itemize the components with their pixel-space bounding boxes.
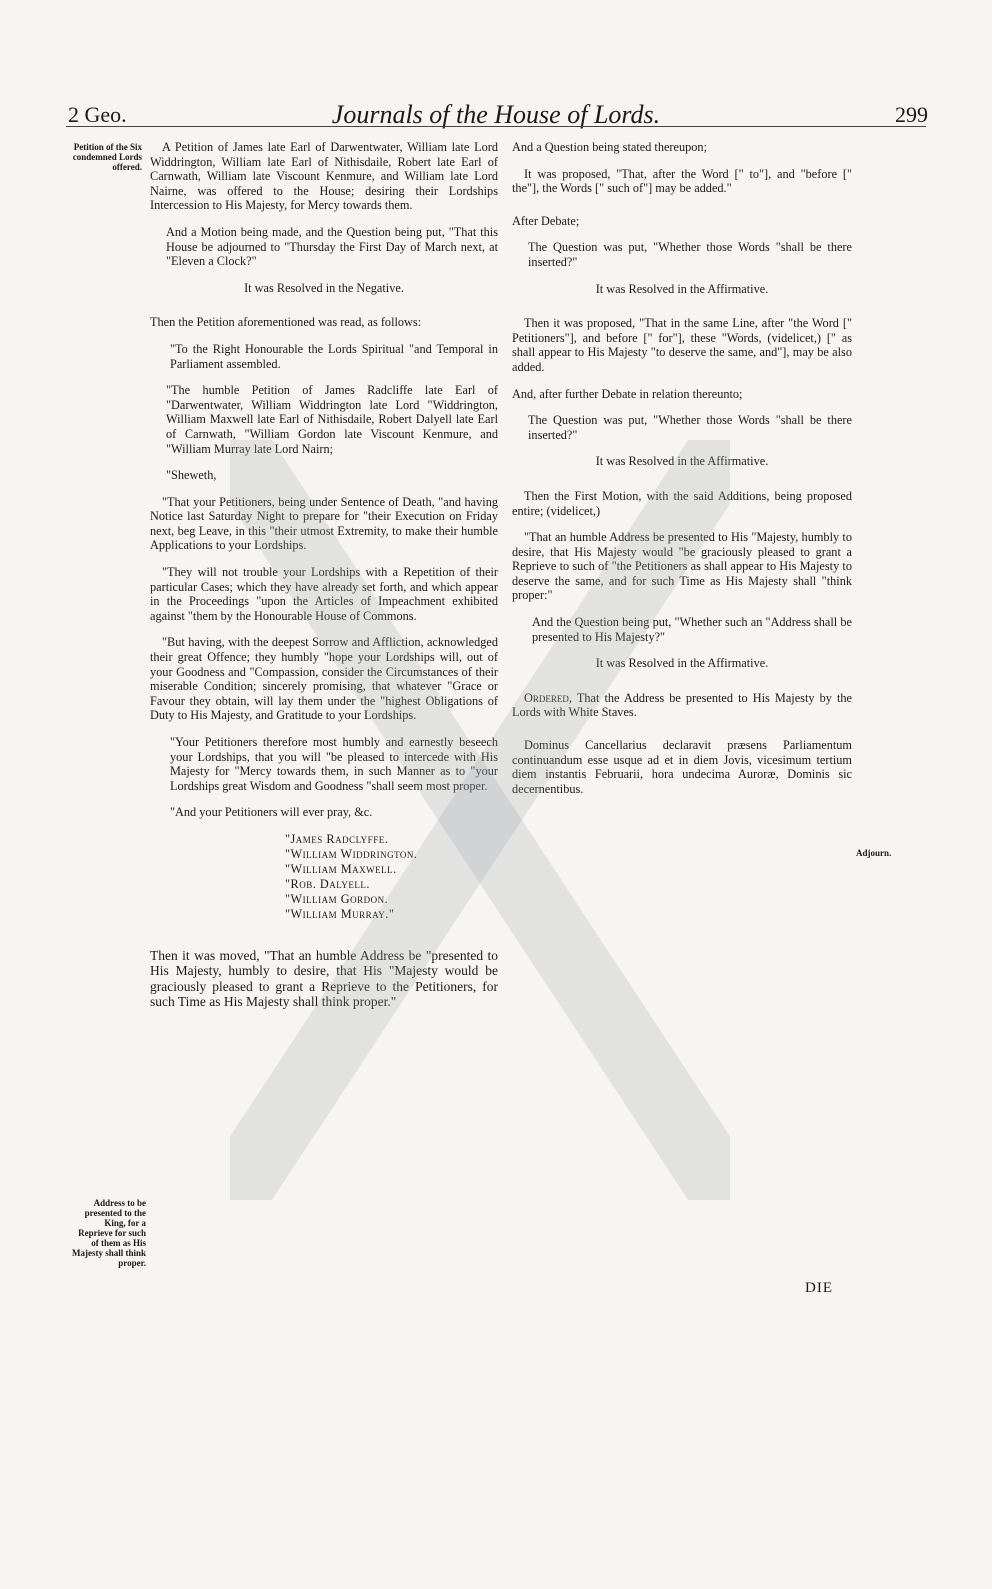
- signature: "William Maxwell.: [285, 861, 397, 876]
- header-title: Journals of the House of Lords.: [331, 100, 661, 129]
- signature: "Rob. Dalyell.: [285, 876, 370, 891]
- page-number: 299: [895, 102, 928, 127]
- order-paragraph: [512, 691, 852, 720]
- petition-para-2: "They will not trouble your Lordships with a Repetition of their particular Cases; which they have already set forth, and which appear in the Proceedings "upon the Articles of Impeachment exhibited against "them by the Honourable House of Commons.: [150, 565, 498, 623]
- signature: "James Radclyffe.: [285, 831, 389, 846]
- signature: "William Widdrington.: [285, 846, 418, 861]
- resolved-1: It was Resolved in the Affirmative.: [595, 281, 769, 296]
- address-text: "That an humble Address be presented to His "Majesty, humbly to desire, that His Majesty would "be graciously pleased to grant a Reprieve to such of "the Petitioners as shall appear to His Majesty to deserve the same, and for such Time as His Majesty shall "think proper:": [512, 530, 852, 603]
- question-2: The Question was put, "Whether those Words "shall be there inserted?": [528, 413, 852, 442]
- resolved-3: It was Resolved in the Affirmative.: [595, 656, 769, 671]
- margin-note-adjourn: Adjourn.: [856, 848, 892, 858]
- ordered-word: Ordered,: [524, 690, 572, 705]
- proposal-1: It was proposed, "That, after the Word [" to"], and "before [" the"], the Words [" such of"] may be added.": [512, 166, 852, 196]
- after-debate: After Debate;: [512, 213, 580, 228]
- petition-para-4: "Your Petitioners therefore most humbly and earnestly beseech your Lordships, that you will "be pleased to intercede with His Majesty for "Mercy towards them, in such Manner as to "your Lordships great Wisdom and Goodness "shall seem most proper.: [170, 735, 498, 793]
- resolved-negative: It was Resolved in the Negative.: [244, 280, 404, 295]
- ordered-text: That the Address be presented to His Majesty by the Lords with White Staves.: [512, 690, 852, 720]
- motion-adjourn: And a Motion being made, and the Question being put, "That this House be adjourned to "Thursday the First Day of March next, at "Eleven a Clock?": [166, 224, 498, 269]
- motion-address: Then it was moved, "That an humble Address be "presented to His Majesty, humbly to desire, that His "Majesty would be graciously pleased to grant a Reprieve to the Petitioners, for such Time as His Majesty shall think proper.": [150, 947, 498, 1010]
- page-header: [0, 100, 992, 140]
- proposal-2: Then it was proposed, "That in the same Line, after "the Word [" Petitioners"], and before [" for"], these "Words, (videlicet,) [" as shall appear to His Majesty "to deserve the same, and"], may be also added.: [512, 316, 852, 374]
- first-motion: Then the First Motion, with the said Additions, being proposed entire; (videlicet,): [512, 488, 852, 518]
- header-regnal-year: 2 Geo.: [68, 102, 127, 127]
- catchword: DIE: [805, 1280, 833, 1296]
- signature: "William Gordon.: [285, 891, 389, 906]
- petition-pray: "And your Petitioners will ever pray, &c.: [170, 805, 373, 820]
- sheweth: "Sheweth,: [166, 468, 217, 483]
- further-debate: And, after further Debate in relation thereunto;: [512, 386, 743, 401]
- petition-addressee: "To the Right Honourable the Lords Spiritual "and Temporal in Parliament assembled.: [170, 341, 498, 371]
- signature: "William Murray.": [285, 906, 395, 921]
- petition-para-1: "That your Petitioners, being under Sentence of Death, "and having Notice last Saturday Night to prepare for "their Execution on Friday next, beg Leave, in this "their utmost Extremity, to make their humble Applications to your Lordships.: [150, 494, 498, 553]
- header-rule: [66, 126, 926, 127]
- margin-note-address: Address to be presented to the King, for a Reprieve for such of them as His Majesty shall think proper.: [72, 1198, 147, 1268]
- adjournment-latin: Dominus Cancellarius declaravit præsens Parliamentum continuandum esse usque ad et in diem Jovis, vicesimum tertium diem instantis Februarii, hora undecima Auroræ, Dominis sic decernentibus.: [512, 738, 852, 796]
- question-stated: And a Question being stated thereupon;: [512, 140, 707, 154]
- margin-note-petition: Petition of the Six condemned Lords offered.: [72, 142, 142, 172]
- question-1: The Question was put, "Whether those Words "shall be there inserted?": [528, 240, 852, 269]
- petition-title: "The humble Petition of James Radcliffe late Earl of "Darwentwater, William Widdrington late Lord "Widdrington, William Maxwell late Earl of Nithisdaile, Robert Dalyell late Earl of Carnwath, "William Gordon late Viscount Kenmure, and "William Murray late Lord Nairn;: [166, 383, 498, 456]
- petition-offered: A Petition of James late Earl of Darwentwater, William late Lord Widdrington, William late Earl of Nithisdaile, Robert late Earl of Carnwath, William late Viscount Kenmure, and William late Lord Nairne, was offered to the House; desiring their Lordships Intercession to His Majesty, for Mercy towards them.: [150, 140, 498, 213]
- left-column: [150, 140, 498, 1022]
- petition-para-3: "But having, with the deepest Sorrow and Affliction, acknowledged their great Offence; they humbly "hope your Lordships will, out of your Goodness and "Compassion, consider the Circumstances of their miserable Condition; sincerely promising, that whatever "Grace or Favour they obtain, will lay them under the "highest Obligations of Duty to His Majesty, and Gratitude to your Lordships.: [150, 635, 498, 723]
- question-3: And the Question being put, "Whether such an "Address shall be presented to His Majesty?": [532, 615, 852, 644]
- signatures: [150, 832, 498, 922]
- right-column: [512, 140, 852, 808]
- resolved-2: It was Resolved in the Affirmative.: [595, 454, 769, 469]
- petition-read: Then the Petition aforementioned was read, as follows:: [150, 315, 422, 330]
